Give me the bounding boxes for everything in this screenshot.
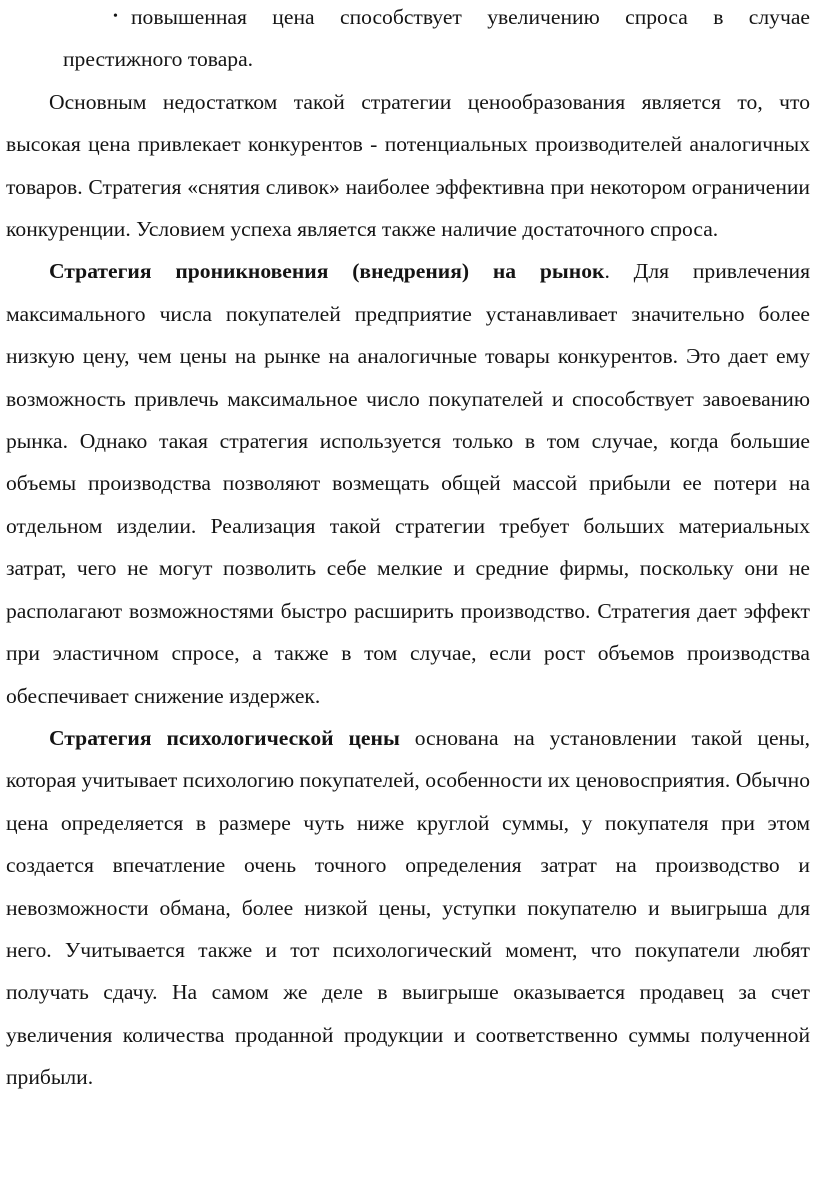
bullet-icon: • bbox=[113, 9, 118, 24]
paragraph-drawback bbox=[6, 81, 810, 251]
penetration-strategy-text: . Для привлечения максимального числа покупателей предприятие устанавливает значительно более низкую цену, чем цены на рынке на аналогичные товары конкурентов. Это дает ему возможность привлечь максимальное число покупателей и способствует завоеванию рынка. Однако такая стратегия используется только в том случае, когда большие объемы производства позволяют возмещать общей массой прибыли ее потери на отдельном изделии. Реализация такой стратегии требует больших материальных затрат, чего не могут позволить себе мелкие и средние фирмы, поскольку они не располагают возможностями быстро расширить производство. Стратегия дает эффект при эластичном спросе, а также в том случае, если рост объемов производства обеспечивает снижение издержек. bbox=[6, 259, 810, 708]
penetration-strategy-heading: Стратегия проникновения (внедрения) на рынок bbox=[49, 259, 605, 284]
bullet-list-item bbox=[6, 0, 810, 81]
paragraph-psychological-price bbox=[6, 717, 810, 1099]
paragraph-penetration-strategy bbox=[6, 250, 810, 716]
psychological-price-text: основана на установлении такой цены, которая учитывает психологию покупателей, особенности их ценовосприятия. Обычно цена определяется в размере чуть ниже круглой суммы, у покупателя при этом создается впечатление очень точного определения затрат на производство и невозможности обмана, более низкой цены, уступки покупателю и выигрыша для него. Учитывается также и тот психологический момент, что покупатели любят получать сдачу. На самом же деле в выигрыше оказывается продавец за счет увеличения количества проданной продукции и соответственно суммы полученной прибыли. bbox=[6, 725, 810, 1090]
bullet-text: повышенная цена способствует увеличению спроса в случае престижного товара. bbox=[63, 5, 810, 72]
psychological-price-heading: Стратегия психологической цены bbox=[49, 725, 400, 750]
paragraph-drawback-text: Основным недостатком такой стратегии ценообразования является то, что высокая цена привлекает конкурентов - потенциальных производителей аналогичных товаров. Стратегия «снятия сливок» наиболее эффективна при некотором ограничении конкуренции. Условием успеха является также наличие достаточного спроса. bbox=[6, 89, 810, 242]
